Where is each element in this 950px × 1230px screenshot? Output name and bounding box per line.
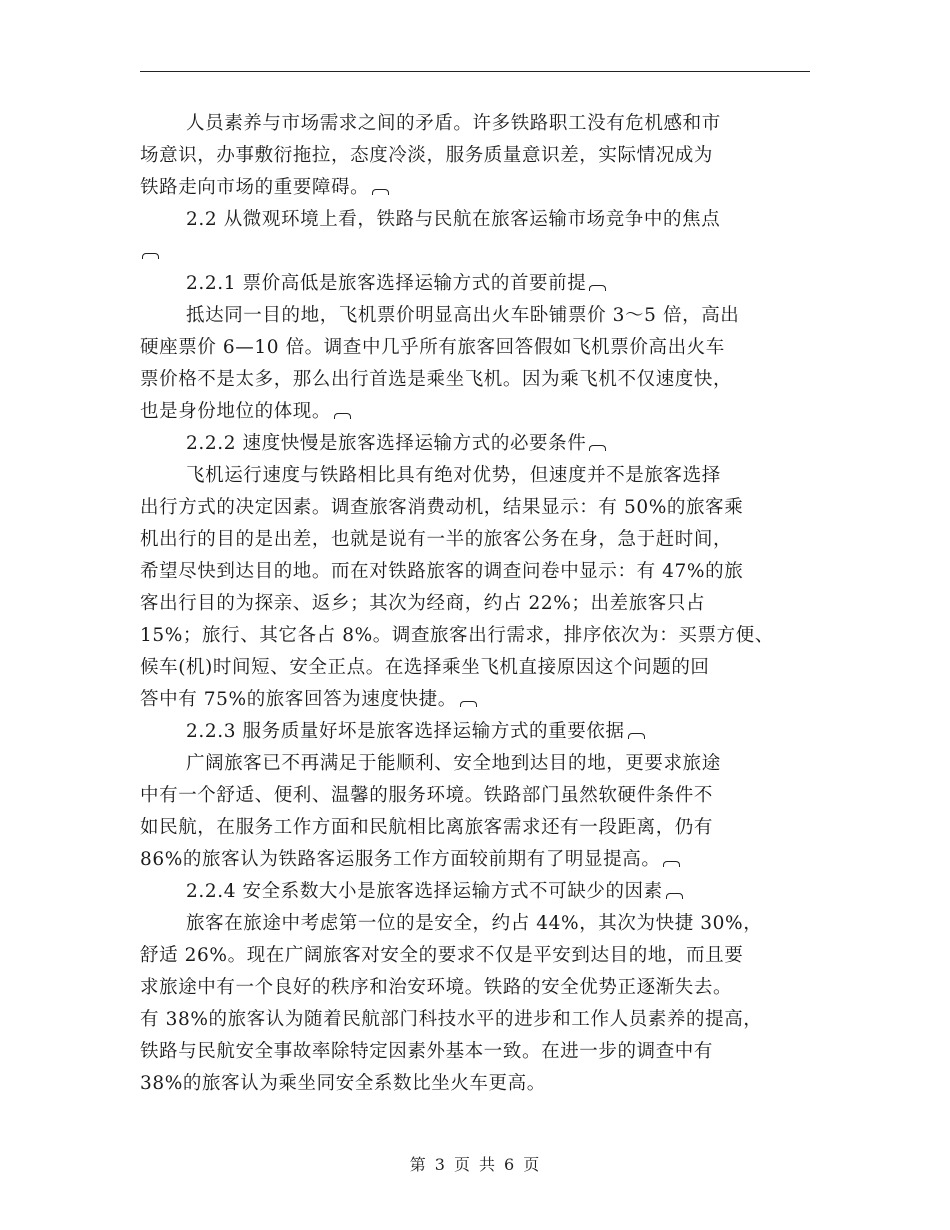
heading-text: 2.2.4 安全系数大小是旅客选择运输方式不可缺少的因素 <box>186 881 663 902</box>
text-line: 人员素养与市场需求之间的矛盾。许多铁路职工没有危机感和市 <box>186 113 721 134</box>
section-heading-2-2-4 <box>140 876 810 908</box>
total-pages-number: 6 <box>504 1155 516 1174</box>
text-line: 38%的旅客认为乘坐同安全系数比坐火车更高。 <box>140 1073 546 1094</box>
text-line: 希望尽快到达目的地。而在对铁路旅客的调查问卷中显示：有 47%的旅 <box>140 561 744 582</box>
heading-line <box>140 428 810 460</box>
text-line-content: 也是身份地位的体现。 <box>140 401 332 422</box>
text-line-content: 答中有 75%的旅客回答为速度快捷。 <box>140 689 457 710</box>
text-line-content: 86%的旅客认为铁路客运服务工作方面较前期有了明显提高。 <box>140 849 661 870</box>
heading-text: 2.2.2 速度快慢是旅客选择运输方式的必要条件 <box>186 433 587 454</box>
paragraph-mark-icon <box>460 701 477 707</box>
text-line <box>140 236 810 268</box>
section-heading-2-2-2 <box>140 428 810 460</box>
paragraph-mark-icon <box>142 253 159 259</box>
paragraph-p3 <box>140 460 810 716</box>
text-line: 抵达同一目的地，飞机票价明显高出火车卧铺票价 3～5 倍，高出 <box>186 305 740 326</box>
heading-line <box>140 716 810 748</box>
text-line: 硬座票价 6—10 倍。调查中几乎所有旅客回答假如飞机票价高出火车 <box>140 337 725 358</box>
section-heading-2-2-1 <box>140 268 810 300</box>
heading-line <box>140 876 810 908</box>
text-line: 有 38%的旅客认为随着民航部门科技水平的进步和工作人员素养的提高， <box>140 1009 763 1030</box>
paragraph-mark-icon <box>589 445 606 451</box>
text-line <box>140 844 810 876</box>
heading-text: 2.2.1 票价高低是旅客选择运输方式的首要前提 <box>186 273 587 294</box>
text-line <box>140 684 810 716</box>
body-text <box>140 108 810 1100</box>
paragraph-mark-icon <box>334 413 351 419</box>
section-heading-2-2-3 <box>140 716 810 748</box>
paragraph-mark-icon <box>663 861 680 867</box>
paragraph-mark-icon <box>372 189 389 195</box>
text-line: 求旅途中有一个良好的秩序和治安环境。铁路的安全优势正逐渐失去。 <box>140 977 733 998</box>
paragraph-mark-icon <box>666 893 683 899</box>
heading-line <box>140 268 810 300</box>
footer-page-word: 页 <box>453 1155 471 1174</box>
text-line: 机出行的目的是出差，也就是说有一半的旅客公务在身，急于赶时间， <box>140 529 733 550</box>
text-line: 客出行目的为探亲、返乡；其次为经商，约占 22%；出差旅客只占 <box>140 593 706 614</box>
text-line <box>140 172 810 204</box>
text-line: 如民航，在服务工作方面和民航相比离旅客需求还有一段距离，仍有 <box>140 817 714 838</box>
paragraph-p4 <box>140 748 810 876</box>
section-heading-2-2 <box>140 204 810 268</box>
text-line: 出行方式的决定因素。调查旅客消费动机，结果显示：有 50%的旅客乘 <box>140 497 744 518</box>
footer-prefix: 第 <box>409 1155 427 1174</box>
paragraph-p5 <box>140 908 810 1100</box>
text-line <box>140 396 810 428</box>
text-line: 15%；旅行、其它各占 8%。调查旅客出行需求，排序依次为：买票方便、 <box>140 625 774 646</box>
text-line: 候车(机)时间短、安全正点。在选择乘坐飞机直接原因这个问题的回 <box>140 657 710 678</box>
text-line: 中有一个舒适、便利、温馨的服务环境。铁路部门虽然软硬件条件不 <box>140 785 714 806</box>
text-line: 场意识，办事敷衍拖拉，态度冷淡，服务质量意识差，实际情况成为 <box>140 145 714 166</box>
header-rule <box>140 71 810 72</box>
heading-text: 2.2.3 服务质量好坏是旅客选择运输方式的重要依据 <box>186 721 625 742</box>
footer-total-word: 共 <box>479 1155 497 1174</box>
paragraph-mark-icon <box>589 285 606 291</box>
paragraph-p2 <box>140 300 810 428</box>
text-line: 旅客在旅途中考虑第一位的是安全，约占 44%，其次为快捷 30%， <box>186 913 763 934</box>
text-line: 广阔旅客已不再满足于能顺利、安全地到达目的地，更要求旅途 <box>186 753 721 774</box>
text-line: 票价格不是太多，那么出行首选是乘坐飞机。因为乘飞机不仅速度快， <box>140 369 733 390</box>
page-footer <box>0 1152 950 1175</box>
current-page-number: 3 <box>434 1155 446 1174</box>
heading-line: 2.2 从微观环境上看，铁路与民航在旅客运输市场竞争中的焦点 <box>186 209 721 230</box>
text-line: 舒适 26%。现在广阔旅客对安全的要求不仅是平安到达目的地，而且要 <box>140 945 744 966</box>
paragraph-p1 <box>140 108 810 204</box>
footer-suffix: 页 <box>523 1155 541 1174</box>
text-line: 飞机运行速度与铁路相比具有绝对优势，但速度并不是旅客选择 <box>186 465 721 486</box>
paragraph-mark-icon <box>628 733 645 739</box>
text-line: 铁路与民航安全事故率除特定因素外基本一致。在进一步的调查中有 <box>140 1041 714 1062</box>
text-line-content: 铁路走向市场的重要障碍。 <box>140 177 370 198</box>
